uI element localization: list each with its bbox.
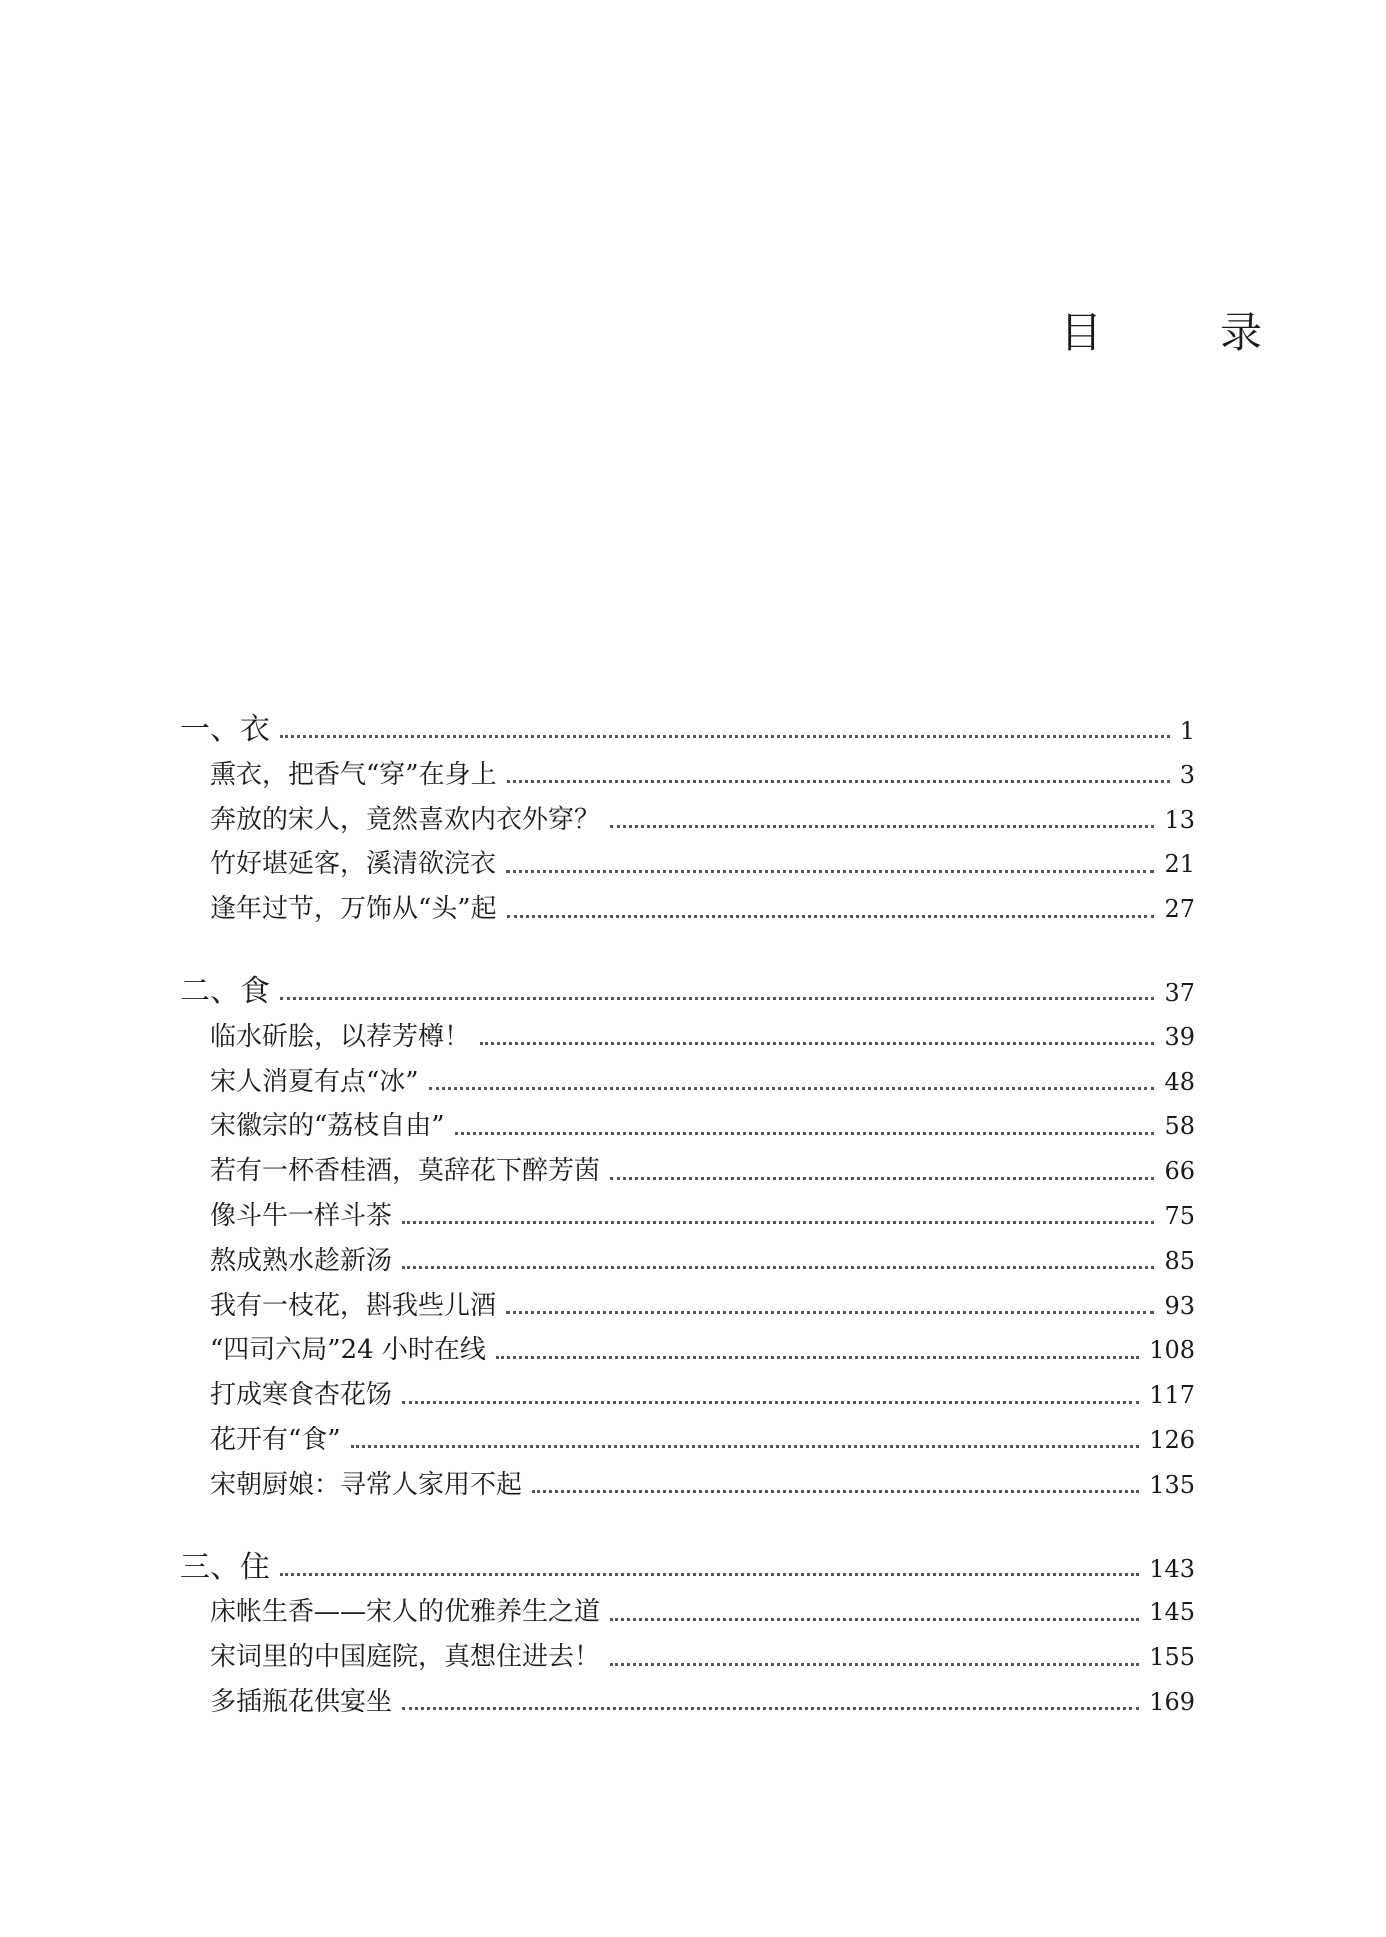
toc-entry[interactable] [180, 753, 1195, 798]
toc-entry[interactable] [180, 1015, 1195, 1060]
toc-section [180, 970, 1195, 1508]
dot-leader [280, 734, 1170, 738]
dot-leader [280, 1572, 1139, 1576]
page-title: 目 录 [1060, 308, 1301, 357]
toc-page-number: 169 [1149, 1687, 1195, 1716]
toc-entry[interactable] [180, 1284, 1195, 1329]
toc-page-number: 126 [1149, 1425, 1195, 1454]
toc-page-number: 135 [1149, 1470, 1195, 1499]
toc-entry[interactable] [180, 1373, 1195, 1418]
toc-entry-label: 打成寒食杏花饧 [210, 1380, 393, 1411]
dot-leader [610, 824, 1154, 828]
toc-page-number: 3 [1179, 760, 1195, 789]
toc-heading-label: 三、住 [180, 1549, 270, 1585]
toc-page-number: 39 [1164, 1022, 1195, 1051]
toc-page-number: 143 [1149, 1554, 1195, 1583]
toc-page-number: 145 [1149, 1598, 1195, 1627]
toc-entry-label: 花开有“食” [210, 1424, 341, 1455]
toc-entry-label: 宋徽宗的“荔枝自由” [210, 1111, 445, 1142]
dot-leader [402, 1220, 1154, 1224]
toc-entry-label: 像斗牛一样斗茶 [210, 1200, 393, 1231]
toc-entry[interactable] [180, 1060, 1195, 1105]
toc-section [180, 708, 1195, 932]
toc-entry-label: 我有一枝花，斟我些儿酒 [210, 1290, 497, 1321]
toc-entry[interactable] [180, 798, 1195, 843]
toc-page-number: 37 [1164, 978, 1195, 1007]
toc-page-number: 13 [1164, 805, 1195, 834]
dot-leader [480, 1041, 1154, 1045]
toc-page-number: 21 [1164, 850, 1195, 879]
toc-entry-label: 熬成熟水趁新汤 [210, 1245, 393, 1276]
toc-entry[interactable] [180, 1635, 1195, 1680]
toc-entry-label: 奔放的宋人，竟然喜欢内衣外穿？ [210, 804, 601, 835]
toc-entry-label: 宋词里的中国庭院，真想住进去！ [210, 1642, 601, 1673]
dot-leader [280, 996, 1154, 1000]
toc-page-number: 1 [1179, 717, 1195, 745]
toc-heading-label: 一、衣 [180, 712, 270, 747]
dot-leader [402, 1400, 1139, 1404]
toc-entry-label: 竹好堪延客，溪清欲浣衣 [210, 849, 497, 880]
toc-entry[interactable] [180, 1194, 1195, 1239]
toc-entry[interactable] [180, 1328, 1195, 1373]
toc-page-number: 85 [1164, 1246, 1195, 1275]
toc-entry-label: 宋人消夏有点“冰” [210, 1066, 419, 1097]
dot-leader [610, 1176, 1154, 1180]
toc-section-heading[interactable] [180, 970, 1195, 1015]
toc-entry[interactable] [180, 1680, 1195, 1725]
dot-leader [610, 1662, 1139, 1666]
toc-page-number: 108 [1149, 1336, 1195, 1365]
toc-entry[interactable] [180, 1463, 1195, 1508]
toc-page-number: 93 [1164, 1291, 1195, 1320]
dot-leader [610, 1617, 1139, 1621]
toc-section-heading[interactable] [180, 1546, 1195, 1591]
dot-leader [429, 1086, 1155, 1090]
toc-entry[interactable] [180, 1418, 1195, 1463]
toc-page-number: 58 [1164, 1112, 1195, 1141]
toc-entry[interactable] [180, 1590, 1195, 1635]
toc-section [180, 1546, 1195, 1725]
toc-entry[interactable] [180, 887, 1195, 932]
toc-page-number: 66 [1164, 1157, 1195, 1186]
dot-leader [351, 1444, 1140, 1448]
toc-entry-label: 床帐生香——宋人的优雅养生之道 [210, 1597, 601, 1628]
toc-entry-label: 多插瓶花供宴坐 [210, 1686, 393, 1717]
toc-page-number: 48 [1164, 1067, 1195, 1096]
toc-page-number: 27 [1164, 895, 1195, 924]
toc-entry-label: 临水斫脍，以荐芳樽！ [210, 1021, 471, 1052]
dot-leader [532, 1489, 1139, 1493]
toc-page-number: 155 [1149, 1643, 1195, 1672]
toc-entry-label: 若有一杯香桂酒，莫辞花下醉芳茵 [210, 1156, 601, 1187]
dot-leader [506, 1310, 1154, 1314]
dot-leader [506, 869, 1154, 873]
toc-section-heading[interactable] [180, 708, 1195, 753]
dot-leader [507, 914, 1155, 918]
table-of-contents [180, 708, 1195, 1763]
toc-entry[interactable] [180, 1239, 1195, 1284]
dot-leader [402, 1265, 1154, 1269]
toc-page-number: 117 [1149, 1381, 1195, 1410]
toc-page-number: 75 [1164, 1201, 1195, 1230]
toc-entry-label: 宋朝厨娘：寻常人家用不起 [210, 1469, 523, 1500]
toc-heading-label: 二、食 [180, 973, 270, 1009]
toc-entry-label: “四司六局”24 小时在线 [210, 1335, 486, 1366]
toc-entry[interactable] [180, 1104, 1195, 1149]
dot-leader [496, 1355, 1139, 1359]
toc-entry[interactable] [180, 842, 1195, 887]
dot-leader [507, 779, 1170, 783]
toc-entry-label: 逢年过节，万饰从“头”起 [210, 894, 497, 925]
toc-entry[interactable] [180, 1149, 1195, 1194]
dot-leader [455, 1131, 1155, 1135]
dot-leader [402, 1706, 1139, 1710]
toc-entry-label: 熏衣，把香气“穿”在身上 [210, 759, 497, 790]
